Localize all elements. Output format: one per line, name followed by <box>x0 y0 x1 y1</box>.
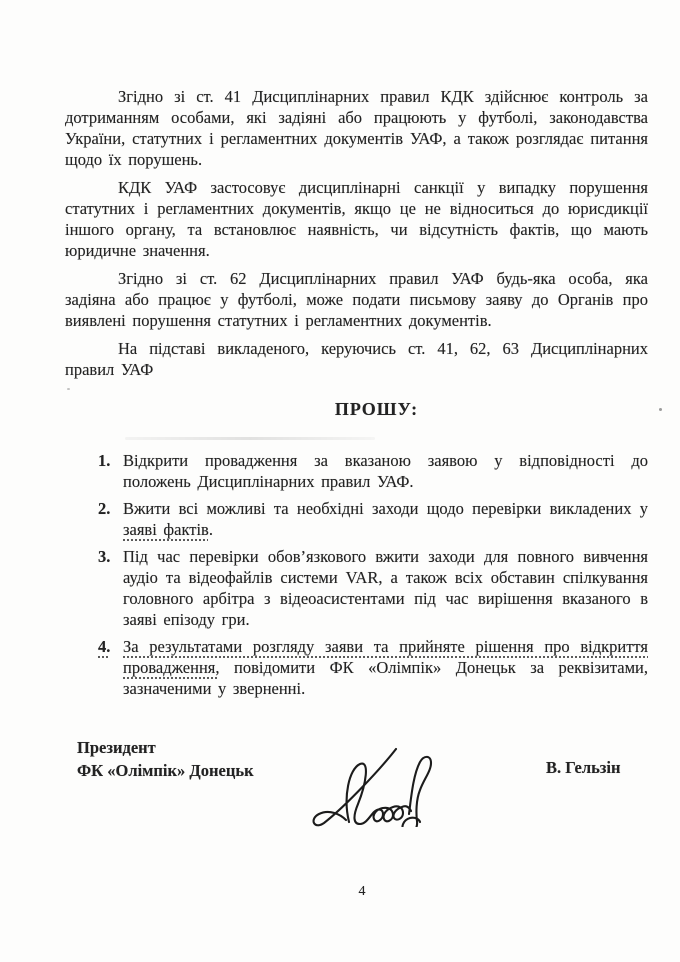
list-item-2-text: Вжити всі можливі та необхідні заходи щодо перевірки викладених у <box>123 499 648 518</box>
list-item-4-number: 4. <box>98 637 111 656</box>
list-item-3-number: 3. <box>98 547 111 566</box>
page-number: 4 <box>358 884 366 899</box>
list-item-1 <box>65 450 648 492</box>
list-item-2-number: 2. <box>98 499 111 518</box>
spellcheck-underlined-text: провадження, <box>123 658 220 677</box>
document-body <box>65 86 648 705</box>
paragraph-3: Згідно зі ст. 62 Дисциплінарних правил УАФ будь-яка особа, яка задіяна або працює у футболі, може подати письмову заяву до Органів про виявлені порушення статутних і регламентних документів. <box>65 269 648 330</box>
spellcheck-underlined-text: заяві фактів <box>123 520 209 539</box>
paragraph-4: На підставі викладеного, керуючись ст. 41, 62, 63 Дисциплінарних правил УАФ <box>65 339 648 379</box>
request-list <box>65 450 648 699</box>
scan-speck <box>67 388 70 390</box>
paragraph-1: Згідно зі ст. 41 Дисциплінарних правил КДК здійснює контроль за дотриманням особами, які задіяні або працюють у футболі, законодавства України, статутних і регламентних документів УАФ, а також розглядає питання щодо їх порушень. <box>65 87 648 169</box>
list-item-4-text: повідомити ФК «Олімпік» Донецьк за реквізитами, зазначеними у зверненні. <box>123 658 648 698</box>
paragraph-2: КДК УАФ застосовує дисциплінарні санкції у випадку порушення статутних і регламентних документів, якщо це не відноситься до юрисдикції іншого органу, та встановлює наявність, чи відсутність фактів, що мають юридичне значення. <box>65 178 648 260</box>
scan-smudge <box>125 437 375 440</box>
handwritten-signature-icon <box>292 727 442 827</box>
signatory-name: В. Гельзін <box>546 758 621 777</box>
signatory-title-line2: ФК «Олімпік» Донецьк <box>77 761 254 780</box>
signature-stroke <box>403 757 431 827</box>
scan-speck <box>659 408 662 411</box>
list-item-4 <box>65 636 648 699</box>
list-item-2: 2. Вжити всі можливі та необхідні заходи щодо перевірки викладених у заяві фактів. <box>98 499 648 539</box>
spellcheck-underlined-text: За результатами розгляду заяви та прийняте рішення про відкриття <box>123 637 648 656</box>
list-item-3-text: Під час перевірки обов’язкового вжити заходи для повного вивчення аудіо та відеофайлів системи VAR, а також всіх обставин спілкування головного арбітра з відеоасистентами під час вирішення вказаного в заяві епізоду гри. <box>123 547 648 629</box>
signatory-title-line1: Президент <box>77 738 156 757</box>
list-item-1-text: Відкрити провадження за вказаною заявою у відповідності до положень Дисциплінарних правил УАФ. <box>123 451 648 491</box>
request-heading: ПРОШУ: <box>334 399 419 419</box>
list-item-3 <box>65 546 648 630</box>
signatory-title <box>77 736 254 782</box>
list-item-1-number: 1. <box>98 451 111 470</box>
